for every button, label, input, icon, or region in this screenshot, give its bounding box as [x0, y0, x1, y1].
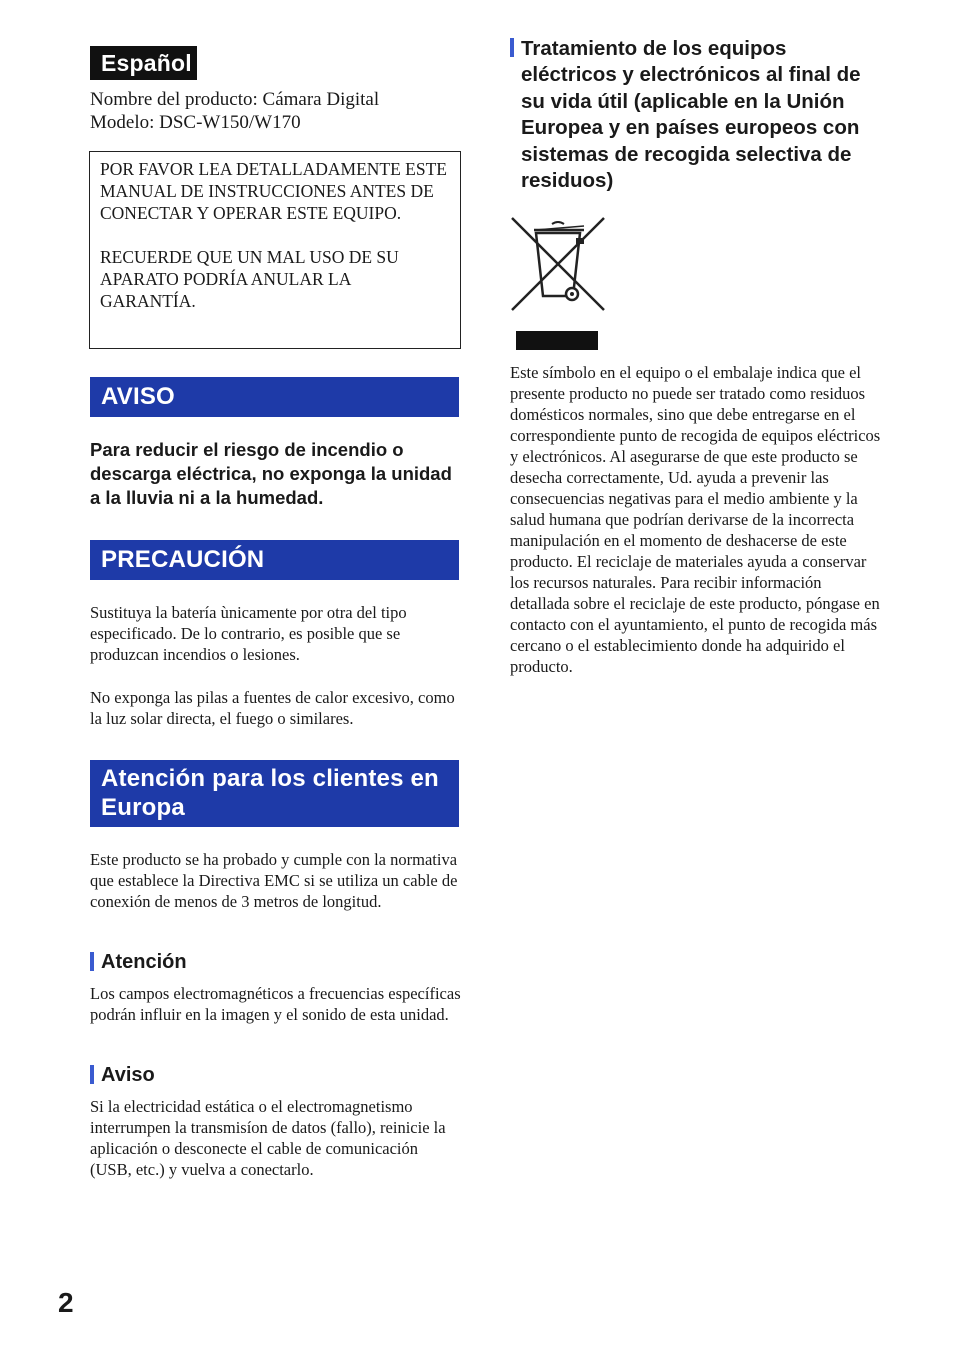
aviso-banner: AVISO: [90, 377, 459, 417]
aviso2-heading-text: Aviso: [101, 1064, 155, 1086]
page-number: 2: [58, 1287, 74, 1318]
section-marker: [510, 38, 514, 57]
product-model: Modelo: DSC-W150/W170: [90, 112, 301, 133]
product-name: Nombre del producto: Cámara Digital: [90, 89, 380, 110]
atencion-heading: [90, 950, 187, 974]
language-tab: Español: [90, 46, 197, 80]
europa-text: Este producto se ha probado y cumple con la normativa que establece la Directiva EMC si se utiliza un cable de conexión de menos de 3 metros de longitud.: [90, 850, 458, 911]
atencion-heading-text: Atención: [101, 951, 187, 973]
section-marker: [90, 952, 94, 971]
notice-box: [89, 151, 461, 349]
precaucion-banner: PRECAUCIÓN: [90, 540, 459, 580]
europa-banner: [90, 760, 459, 827]
notice-paragraph-2: RECUERDE QUE UN MAL USO DE SU APARATO PODRÍA ANULAR LA GARANTÍA.: [100, 247, 399, 311]
europa-heading-line-1: Atención para los clientes en: [101, 765, 439, 792]
product-info: [90, 88, 379, 134]
section-marker: [90, 1065, 94, 1084]
weee-text: Este símbolo en el equipo o el embalaje indica que el presente producto no puede ser tratado como residuos domésticos normales, sino que debe entregarse en el correspondiente punto de recogida de equipos eléctricos y electrónicos. Al asegurarse de que este producto se desecha correctamente, Ud. ayuda a prevenir las consecuencias negativas para el medio ambiente y la salud humana que podrían derivarse de la incorrecta manipulación en el momento de deshacerse de este producto. El reciclaje de materiales ayuda a conservar los recursos naturales. Para recibir información detallada sobre el reciclaje de este producto, póngase en contacto con el ayuntamiento, el punto de recogida más cercano o el establecimiento donde ha adquirido el producto.: [510, 363, 881, 676]
weee-heading-text: Tratamiento de los equipos eléctricos y electrónicos al final de su vida útil (aplicable en la Unión Europea y en países europeos con sistemas de recogida selectiva de residuos): [521, 37, 861, 193]
aviso2-heading: [90, 1063, 155, 1087]
crossed-out-wheelie-bin-icon: [510, 214, 606, 352]
atencion-text: Los campos electromagnéticos a frecuencias específicas podrán influir en la imagen y el sonido de esta unidad.: [90, 984, 461, 1024]
weee-heading: [510, 36, 880, 194]
aviso2-text: Si la electricidad estática o el electromagnetismo interrumpen la transmisíon de datos (fallo), reinicie la aplicación o desconecte el cable de comunicación (USB, etc.) y vuelva a conectarlo.: [90, 1097, 446, 1179]
precaucion-paragraph-1: Sustituya la batería ùnicamente por otra del tipo especificado. De lo contrario, es posible que se produzcan incendios o lesiones.: [90, 603, 407, 664]
aviso-warning-text: Para reducir el riesgo de incendio o descarga eléctrica, no exponga la unidad a la lluvia ni a la humedad.: [90, 439, 452, 508]
europa-heading-line-2: Europa: [101, 794, 185, 821]
notice-paragraph-1: POR FAVOR LEA DETALLADAMENTE ESTE MANUAL DE INSTRUCCIONES ANTES DE CONECTAR Y OPERAR ESTE EQUIPO.: [100, 159, 447, 223]
precaucion-paragraph-2: No exponga las pilas a fuentes de calor excesivo, como la luz solar directa, el fuego o similares.: [90, 688, 455, 728]
